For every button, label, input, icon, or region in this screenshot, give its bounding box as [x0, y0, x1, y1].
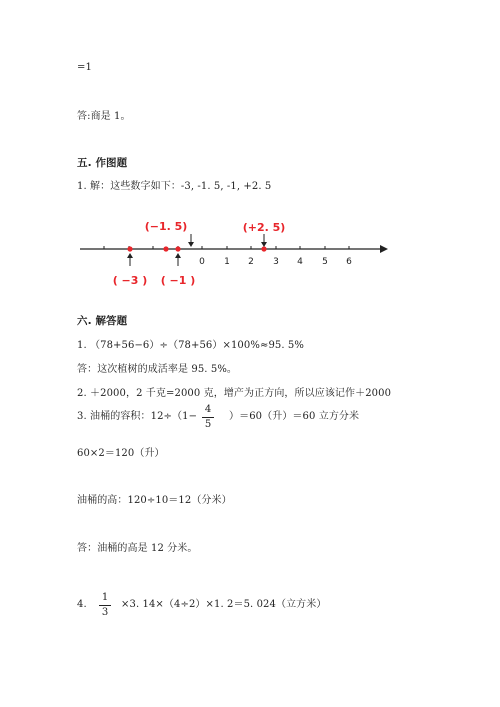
fraction-numerator: 1	[101, 592, 109, 603]
fraction-bar	[99, 605, 111, 606]
tick-label-2: 2	[248, 257, 254, 267]
equation-result: =1	[77, 62, 92, 73]
problem-3-answer: 答：油桶的高是 12 分米。	[77, 543, 198, 554]
answer-quotient: 答:商是 1。	[77, 111, 131, 122]
point-neg1	[175, 246, 180, 251]
number-line	[80, 214, 400, 294]
fraction-denominator: 5	[204, 419, 212, 430]
arrow-neg1-icon	[175, 253, 181, 258]
fraction-four-fifths	[201, 404, 215, 431]
problem-1-answer: 答：这次植树的成活率是 95. 5%。	[77, 364, 238, 375]
tick-label-1: 1	[224, 257, 230, 267]
section-five-heading: 五. 作图题	[77, 157, 128, 169]
tick-label-4: 4	[297, 257, 303, 267]
problem-3-calc-prefix: 3. 油桶的容积：12÷（1−	[77, 411, 198, 422]
problem-3-step2: 60×2＝120（升）	[77, 448, 165, 459]
fraction-numerator: 4	[204, 404, 212, 415]
point-neg3	[127, 246, 132, 251]
problem-3-step3: 油桶的高：120÷10＝12（分米）	[77, 495, 232, 506]
arrow-neg3-icon	[127, 253, 133, 258]
tick-label-0: 0	[199, 257, 205, 267]
tick-label-5: 5	[322, 257, 328, 267]
label-neg3: ( −3 )	[112, 274, 148, 287]
label-neg15: (−1. 5)	[144, 220, 188, 233]
tick-label-6: 6	[346, 257, 352, 267]
label-neg1: ( −1 )	[160, 274, 196, 287]
problem-2-text: 2. ＋2000，2 千克=2000 克，增产为正方向，所以应该记作＋2000	[77, 388, 392, 399]
question-1-text: 1. 解：这些数字如下：-3, -1. 5, -1, +2. 5	[77, 181, 272, 192]
section-six-heading: 六. 解答题	[77, 315, 128, 327]
label-pos25: (+2. 5)	[242, 221, 286, 234]
arrow-pos25-icon	[261, 242, 267, 247]
axis-arrow-icon	[380, 245, 388, 253]
fraction-one-third	[98, 592, 112, 619]
problem-4-number: 4.	[77, 599, 87, 610]
point-neg15	[163, 246, 168, 251]
problem-4-calc: ×3. 14×（4÷2）×1. 2＝5. 024（立方米）	[121, 599, 327, 610]
tick-label-3: 3	[273, 257, 279, 267]
arrow-neg15-icon	[188, 242, 194, 247]
problem-1-calc: 1. （78+56−6）÷（78+56）×100%≈95. 5%	[77, 340, 304, 351]
problem-3-calc-suffix: ）＝60（升）＝60 立方分米	[229, 411, 360, 422]
fraction-bar	[202, 417, 214, 418]
point-pos25	[261, 246, 266, 251]
fraction-denominator: 3	[101, 607, 109, 618]
